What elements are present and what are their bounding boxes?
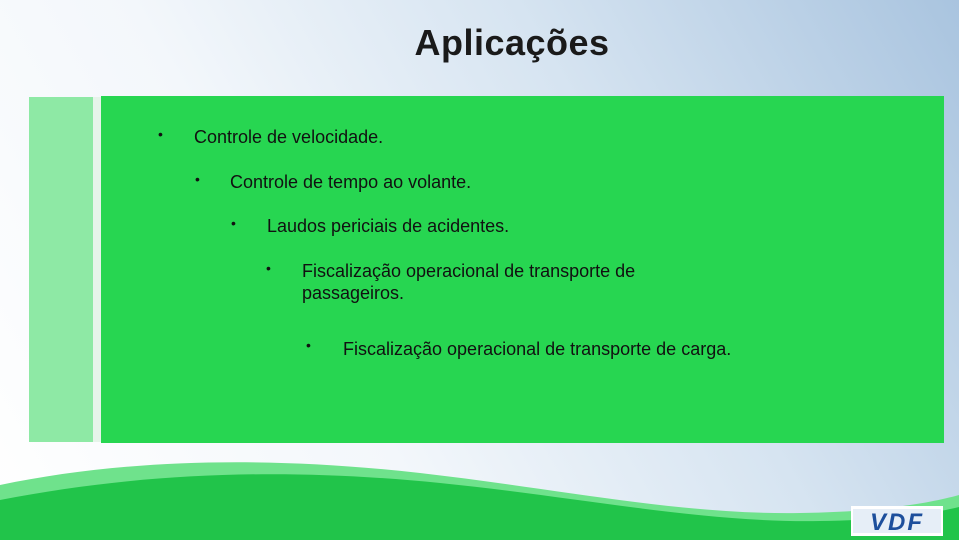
green-wave xyxy=(0,455,959,540)
bullet-dot-2: • xyxy=(195,171,200,187)
side-strip-edge xyxy=(93,97,101,442)
bullet-item-1: Controle de velocidade. xyxy=(194,127,384,147)
slide-title: Aplicações xyxy=(414,22,610,63)
bullet-item-4: Fiscalização operacional de transporte de passageiros. xyxy=(302,261,636,303)
bullet-dot-4: • xyxy=(266,260,271,276)
bullet-item-5: Fiscalização operacional de transporte de carga. xyxy=(343,339,732,359)
bullet-item-3: Laudos periciais de acidentes. xyxy=(267,216,510,236)
bullet-dot-3: • xyxy=(231,215,236,231)
logo-text: VDF xyxy=(870,509,924,536)
side-strip xyxy=(29,97,93,442)
vdf-logo xyxy=(851,506,943,536)
bullet-dot-1: • xyxy=(158,126,163,142)
bullet-item-2: Controle de tempo ao volante. xyxy=(230,172,472,192)
bullet-dot-5: • xyxy=(306,337,311,353)
